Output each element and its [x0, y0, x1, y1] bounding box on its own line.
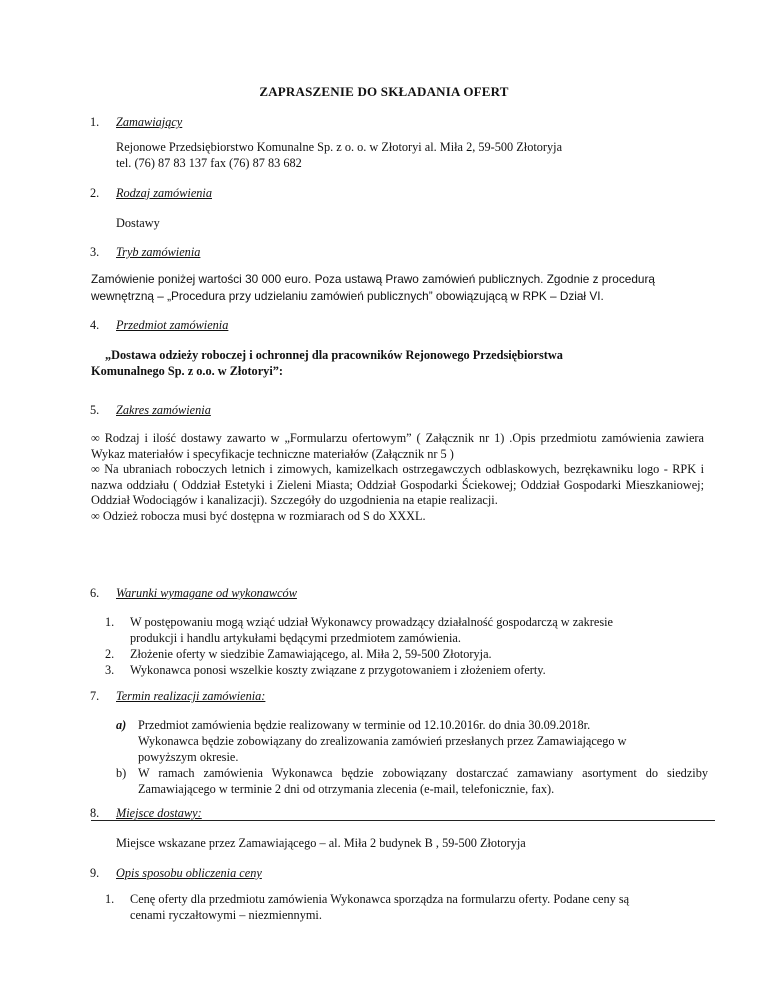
s5-scope-list — [91, 431, 704, 524]
s9-item-1-line-2: cenami ryczałtowymi – niezmiennymi. — [130, 908, 322, 922]
s2-text: Dostawy — [116, 216, 160, 230]
s5-item-2: ∞ Na ubraniach roboczych letnich i zimowych, kamizelkach ostrzegawczych odblaskowych, bezrękawniku logo - RPK i nazwa oddziału ( Oddział Estetyki i Zieleni Miasta; Oddział Gospodarki Ściekowej; Oddział Gospodarki Mieszkaniowej; Oddział Wodociągów i kanalizacji). Szczegóły do uzgodnienia na etapie realizacji. — [91, 462, 704, 507]
section-7-number: 7. — [90, 689, 100, 703]
infinity-bullet-icon: ∞ — [91, 431, 100, 445]
s7-item-a-line-3: powyższym okresie. — [138, 750, 239, 764]
section-8-heading: Miejsce dostawy: — [116, 806, 202, 820]
document-title: ZAPRASZENIE DO SKŁADANIA OFERT — [259, 84, 509, 99]
section-4-heading: Przedmiot zamówienia — [116, 318, 229, 332]
section-3-number: 3. — [90, 245, 100, 259]
section-6-heading: Warunki wymagane od wykonawców — [116, 586, 297, 600]
section-2-number: 2. — [90, 186, 100, 200]
s4-subject-line-1: „Dostawa odzieży roboczej i ochronnej dla pracowników Rejonowego Przedsiębiorstwa — [105, 348, 563, 362]
s9-item-1-number: 1. — [105, 892, 115, 906]
infinity-bullet-icon: ∞ — [91, 462, 100, 476]
section-8-divider — [91, 820, 715, 821]
s7-item-b-line-1: W ramach zamówienia Wykonawca będzie zobowiązany dostarczać zamawiany asortyment do siedziby — [138, 766, 708, 780]
s4-subject-line-2: Komunalnego Sp. z o.o. w Złotoryi”: — [91, 364, 283, 378]
section-5-number: 5. — [90, 403, 100, 417]
s7-item-a-line-1: Przedmiot zamówienia będzie realizowany w terminie od 12.10.2016r. do dnia 30.09.2018r. — [138, 718, 591, 732]
section-8-number: 8. — [90, 806, 100, 820]
s7-item-a-label: a) — [116, 718, 127, 732]
section-9-heading: Opis sposobu obliczenia ceny — [116, 866, 262, 880]
s3-line-1: Zamówienie poniżej wartości 30 000 euro. Poza ustawą Prawo zamówień publicznych. Zgodnie z procedurą — [91, 272, 655, 286]
s6-item-3-number: 3. — [105, 663, 115, 677]
s6-item-1-number: 1. — [105, 615, 115, 629]
s9-item-1-line-1: Cenę oferty dla przedmiotu zamówienia Wykonawca sporządza na formularzu oferty. Podane ceny są — [130, 892, 630, 906]
s5-item-1: ∞ Rodzaj i ilość dostawy zawarto w „Formularzu ofertowym” ( Załącznik nr 1) .Opis przedmiotu zamówienia zawiera Wykaz materiałów i specyfikacje techniczne materiałów (Załącznik nr 5 ) — [91, 431, 704, 461]
section-1-number: 1. — [90, 115, 100, 129]
s3-line-2: wewnętrzną – „Procedura przy udzielaniu zamówień publicznych” obowiązującą w RPK – Dział VI. — [91, 289, 604, 303]
s7-item-a-line-2: Wykonawca będzie zobowiązany do zrealizowania zamówień przesłanych przez Zamawiającego w — [138, 734, 627, 748]
s1-address-line: Rejonowe Przedsiębiorstwo Komunalne Sp. z o. o. w Złotoryi al. Miła 2, 59-500 Złotoryja — [116, 140, 563, 154]
section-3-heading: Tryb zamówienia — [116, 245, 201, 259]
section-7-heading: Termin realizacji zamówienia: — [116, 689, 266, 703]
section-9-number: 9. — [90, 866, 100, 880]
s7-item-b-line-2: Zamawiającego w terminie 2 dni od otrzymania zlecenia (e-mail, telefonicznie, fax). — [138, 782, 555, 796]
s1-contact-line: tel. (76) 87 83 137 fax (76) 87 83 682 — [116, 156, 302, 170]
section-1-heading: Zamawiający — [116, 115, 183, 129]
section-5-heading: Zakres zamówienia — [116, 403, 211, 417]
s6-item-1-line-1: W postępowaniu mogą wziąć udział Wykonawcy prowadzący działalność gospodarczą w zakresie — [130, 615, 613, 629]
s6-item-2-number: 2. — [105, 647, 115, 661]
section-4-number: 4. — [90, 318, 100, 332]
section-2-heading: Rodzaj zamówienia — [116, 186, 212, 200]
s7-item-b-label: b) — [116, 766, 127, 780]
s6-item-3-line-1: Wykonawca ponosi wszelkie koszty związane z przygotowaniem i złożeniem oferty. — [130, 663, 546, 677]
s5-item-3: ∞ Odzież robocza musi być dostępna w rozmiarach od S do XXXL. — [91, 508, 426, 523]
s8-text: Miejsce wskazane przez Zamawiającego – al. Miła 2 budynek B , 59-500 Złotoryja — [116, 836, 526, 850]
s6-item-1-line-2: produkcji i handlu artykułami będącymi przedmiotem zamówienia. — [130, 631, 461, 645]
section-6-number: 6. — [90, 586, 100, 600]
s6-item-2-line-1: Złożenie oferty w siedzibie Zamawiającego, al. Miła 2, 59-500 Złotoryja. — [130, 647, 492, 661]
infinity-bullet-icon: ∞ — [91, 508, 100, 523]
